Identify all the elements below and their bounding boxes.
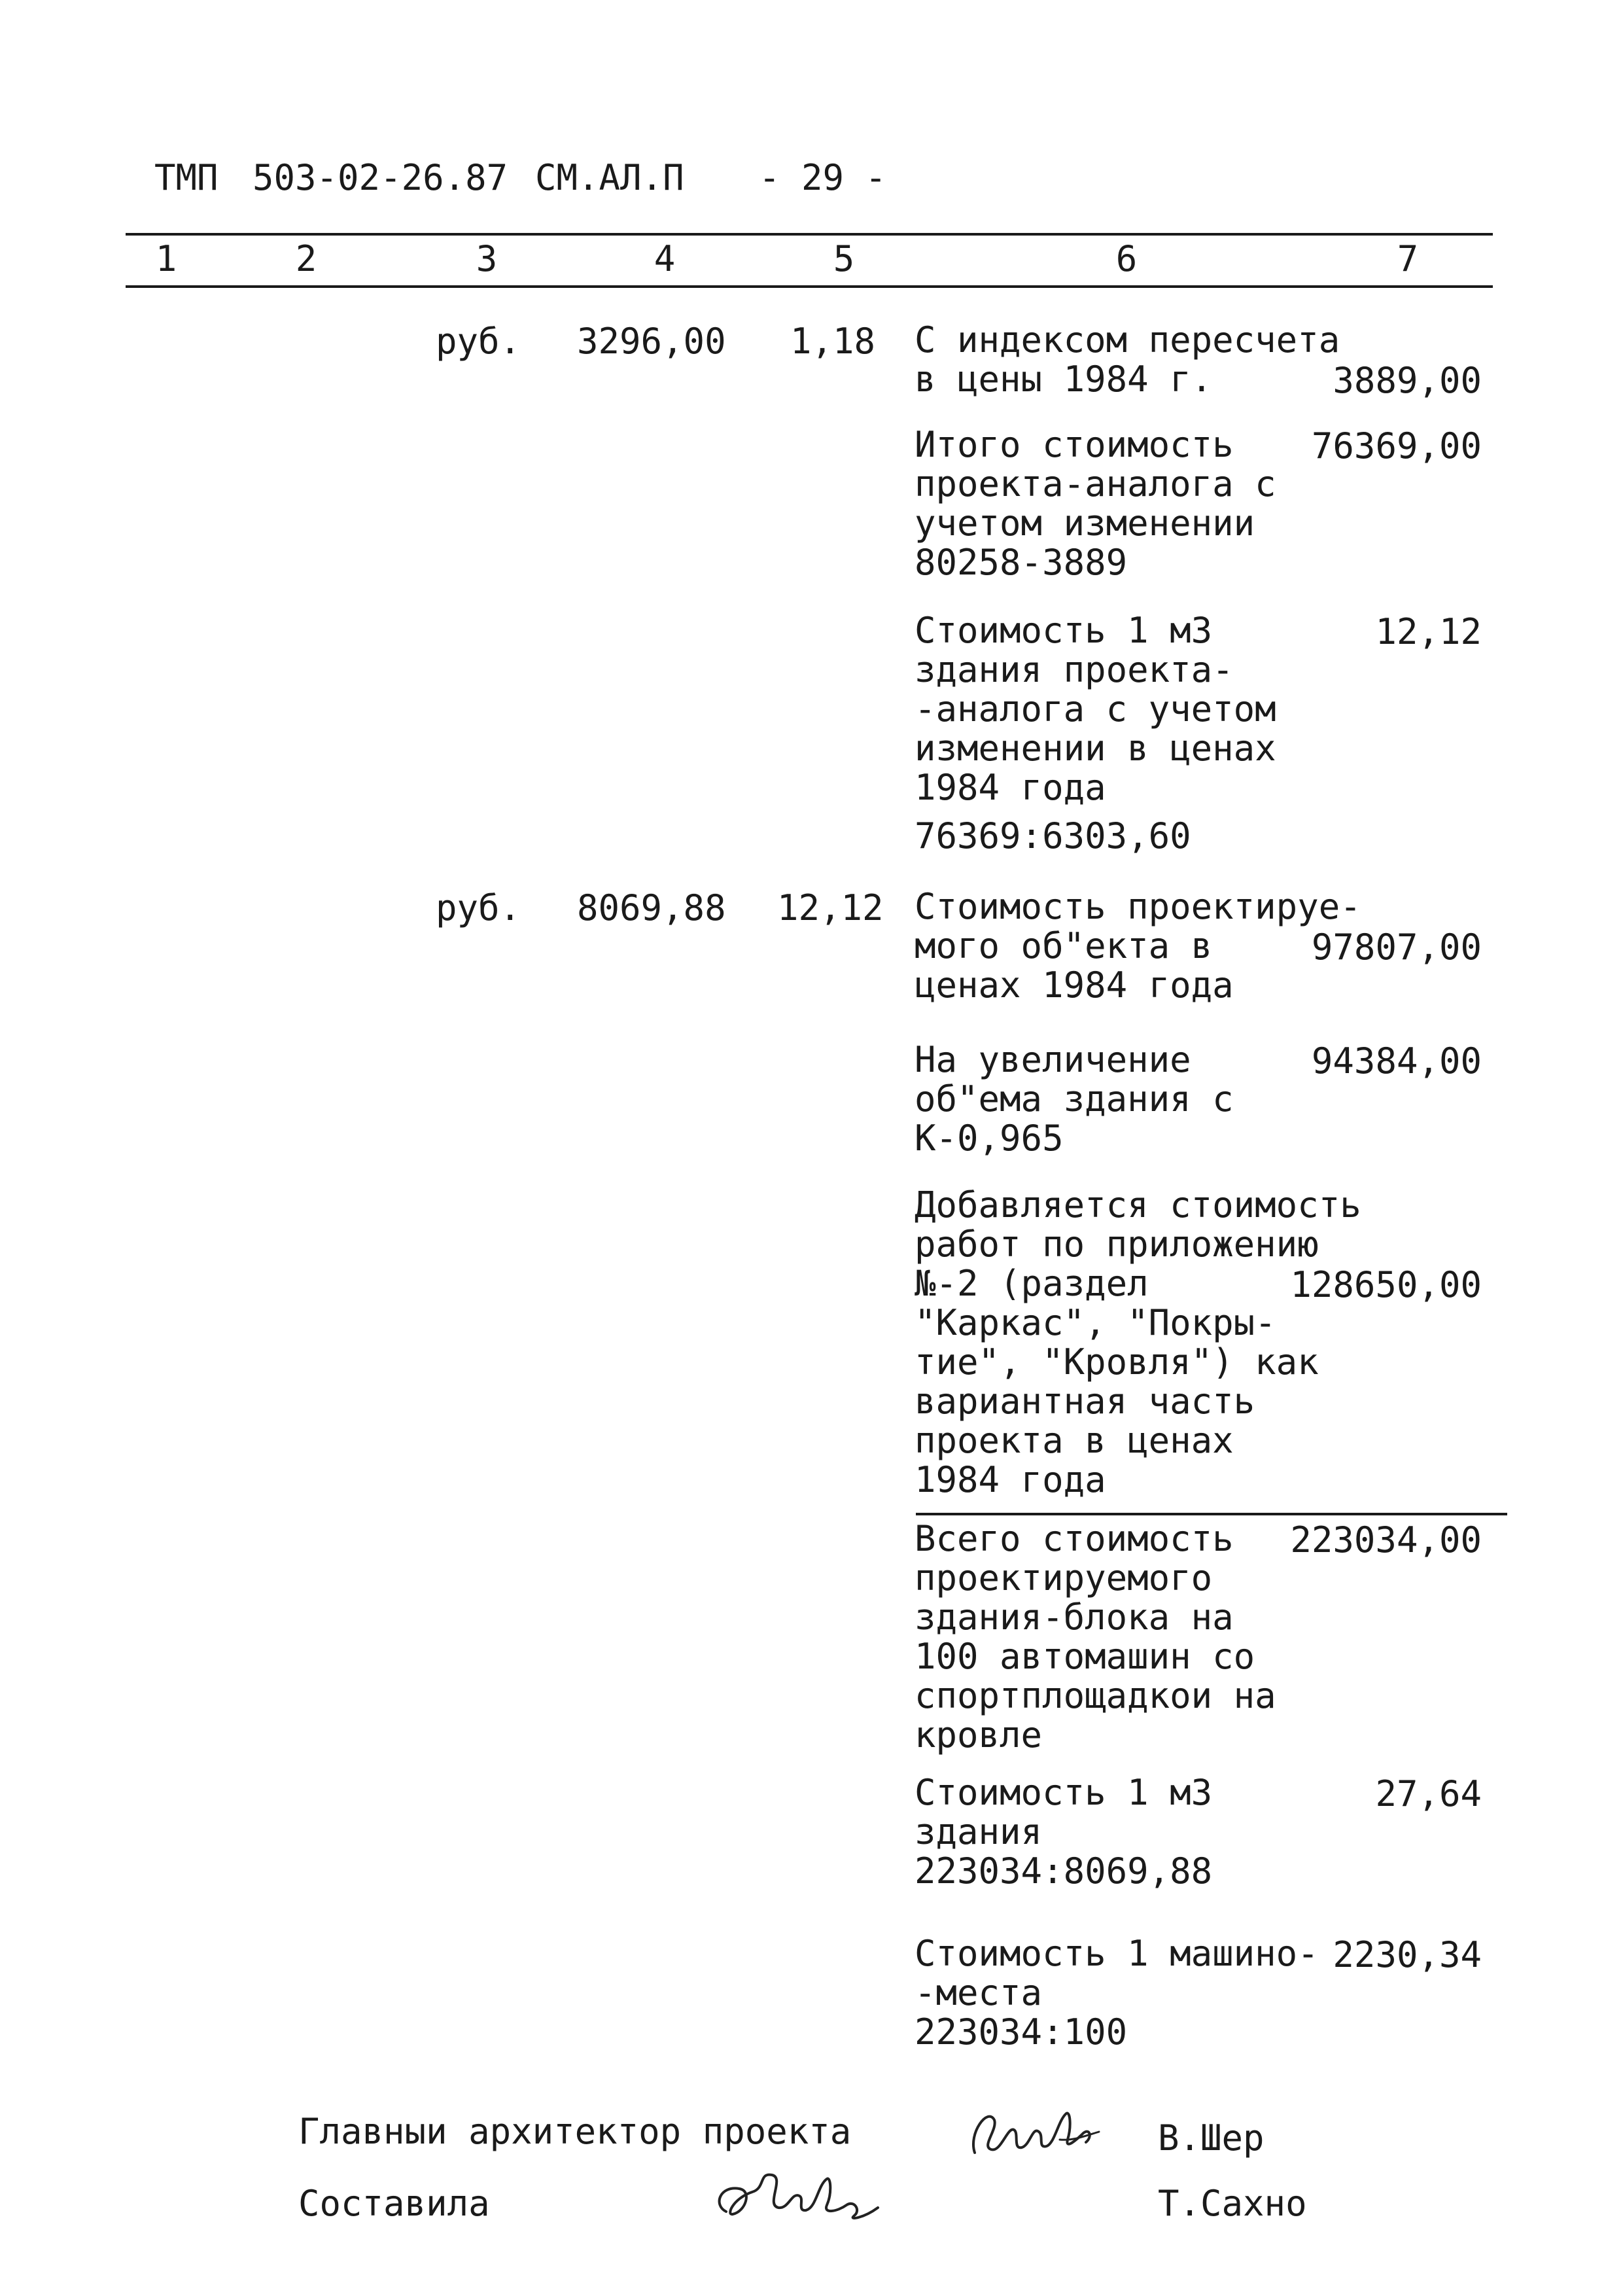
entry-3-formula: 76369:6303,60: [915, 815, 1191, 857]
entry-9-text: Стоимость 1 машино- -места 223034:100: [915, 1933, 1319, 2053]
sheet-code: СМ.АЛ.П: [535, 157, 684, 198]
entry-6-text: Добавляется стоимость работ по приложению №-2 (раздел "Каркас", "Покры- тие", "Кровля") как вариантная часть проекта в ценах 1984 года: [915, 1184, 1361, 1500]
entry-6-amount: 128650,00: [1290, 1264, 1482, 1305]
signature-role-chief-architect: Главныи архитектор проекта: [298, 2111, 852, 2152]
entry-8-amount: 27,64: [1375, 1773, 1482, 1814]
row-1-volume: 3296,00: [577, 321, 726, 362]
table-header-bottom-rule: [126, 285, 1493, 288]
entry-3-amount: 12,12: [1375, 611, 1482, 652]
signature-name-chief-architect: В.Шер: [1158, 2117, 1265, 2159]
entry-1-text: С индексом пересчета в цены 1984 г.: [915, 319, 1340, 400]
entry-7-text: Всего стоимость проектируемого здания-блока на 100 автомашин со спортплощадкои на кровле: [915, 1518, 1276, 1756]
subtotal-rule: [916, 1513, 1507, 1515]
column-header-1: 1: [155, 238, 177, 279]
entry-7-amount: 223034,00: [1290, 1519, 1482, 1561]
column-header-3: 3: [476, 238, 498, 279]
doc-number: 503-02-26.87: [253, 157, 508, 198]
column-header-6: 6: [1115, 238, 1138, 279]
entry-1-amount: 3889,00: [1333, 360, 1482, 401]
entry-9-amount: 2230,34: [1333, 1934, 1482, 1975]
entry-2-amount: 76369,00: [1311, 425, 1482, 467]
row-1-rate: 1,18: [790, 321, 876, 362]
entry-2-text: Итого стоимость проекта-аналога с учетом изменении 80258-3889: [915, 424, 1276, 583]
entry-5-text: На увеличение об"ема здания с К-0,965: [915, 1039, 1234, 1159]
doc-code: ТМП: [154, 157, 218, 198]
table-top-rule: [126, 233, 1493, 236]
entry-5-amount: 94384,00: [1311, 1040, 1482, 1082]
page-number: - 29 -: [759, 157, 887, 198]
row-2-volume: 8069,88: [577, 887, 726, 928]
column-header-7: 7: [1397, 238, 1419, 279]
entry-8-text: Стоимость 1 м3 здания 223034:8069,88: [915, 1772, 1213, 1892]
signature-name-compiler: Т.Сахно: [1158, 2183, 1307, 2224]
column-header-4: 4: [654, 238, 676, 279]
signature-role-compiler: Составила: [298, 2183, 490, 2224]
handwritten-signature-chief-architect: [962, 2094, 1106, 2166]
row-2-rate: 12,12: [777, 887, 884, 928]
row-2-unit: руб.: [436, 887, 521, 928]
entry-3-text: Стоимость 1 м3 здания проекта- -аналога с учетом изменении в ценах 1984 года: [915, 610, 1276, 808]
entry-4-amount: 97807,00: [1311, 927, 1482, 968]
handwritten-signature-compiler: [707, 2159, 890, 2231]
column-header-5: 5: [833, 238, 855, 279]
entry-4-text: Стоимость проектируе- мого об"екта в ценах 1984 года: [915, 886, 1361, 1006]
row-1-unit: руб.: [436, 321, 521, 362]
column-header-2: 2: [295, 238, 317, 279]
